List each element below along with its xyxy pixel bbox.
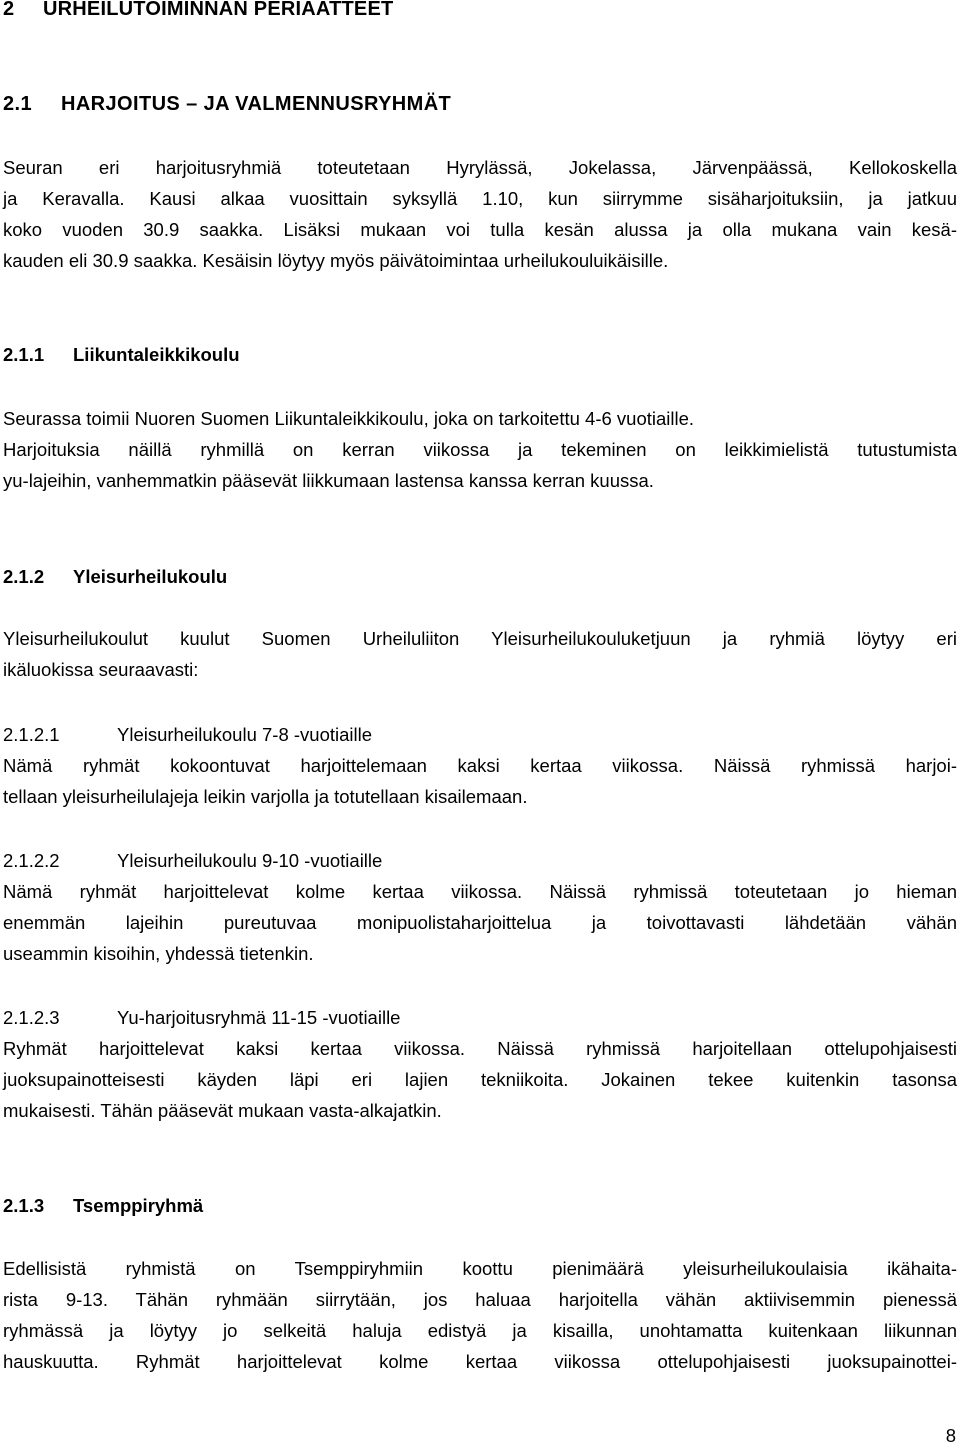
group-number: 2.1.2.1 bbox=[3, 724, 60, 745]
paragraph-line: Seuran eri harjoitusryhmiä toteutetaan Hyrylässä, Jokelassa, Järvenpäässä, Kellokoskella bbox=[3, 157, 957, 178]
paragraph-line: juoksupainotteisesti käyden läpi eri lajien tekniikoita. Jokainen tekee kuitenkin tasonsa bbox=[3, 1069, 957, 1090]
paragraph-line: Nämä ryhmät kokoontuvat harjoittelemaan kaksi kertaa viikossa. Näissä ryhmissä harjoi- bbox=[3, 755, 957, 776]
paragraph-line: koko vuoden 30.9 saakka. Lisäksi mukaan voi tulla kesän alussa ja olla mukana vain kesä- bbox=[3, 219, 957, 240]
group-number: 2.1.2.3 bbox=[3, 1007, 60, 1028]
group-title: Yleisurheilukoulu 7-8 -vuotiaille bbox=[117, 724, 373, 745]
group-title: Yu-harjoitusryhmä 11-15 -vuotiaille bbox=[117, 1007, 401, 1028]
section-title: URHEILUTOIMINNAN PERIAATTEET bbox=[43, 0, 394, 20]
paragraph-line: hauskuutta. Ryhmät harjoittelevat kolme kertaa viikossa ottelupohjaisesti juoksupainottei- bbox=[3, 1351, 957, 1372]
paragraph-line: rista 9-13. Tähän ryhmään siirrytään, jos haluaa harjoitella vähän aktiivisemmin pienessä bbox=[3, 1289, 957, 1310]
paragraph-line: ja Keravalla. Kausi alkaa vuosittain syksyllä 1.10, kun siirrymme sisäharjoituksiin, ja jatkuu bbox=[3, 188, 957, 209]
liikuntaleikkikoulu-heading bbox=[3, 343, 957, 367]
tsemppiryhma-title: Tsemppiryhmä bbox=[73, 1195, 204, 1216]
liikuntaleikkikoulu-number: 2.1.1 bbox=[3, 344, 45, 365]
liikuntaleikkikoulu-title: Liikuntaleikkikoulu bbox=[73, 344, 240, 365]
paragraph-line: Seurassa toimii Nuoren Suomen Liikuntaleikkikoulu, joka on tarkoitettu 4-6 vuotiaille. bbox=[3, 408, 695, 429]
liikuntaleikkikoulu-paragraph bbox=[3, 403, 957, 496]
group-heading bbox=[3, 1002, 957, 1033]
group-paragraph bbox=[3, 1033, 957, 1126]
group-title: Yleisurheilukoulu 9-10 -vuotiaille bbox=[117, 850, 383, 871]
paragraph-line: Edellisistä ryhmistä on Tsemppiryhmiin koottu pienimäärä yleisurheilukoulaisia ikähaita- bbox=[3, 1258, 957, 1279]
subsection-number: 2.1 bbox=[3, 93, 33, 115]
yleisurheilukoulu-heading bbox=[3, 565, 957, 589]
paragraph-line: ikäluokissa seuraavasti: bbox=[3, 659, 199, 680]
tsemppiryhma-heading bbox=[3, 1194, 957, 1218]
paragraph-line: tellaan yleisurheilulajeja leikin varjolla ja totutellaan kisailemaan. bbox=[3, 786, 528, 807]
subsection-paragraph bbox=[3, 152, 957, 276]
paragraph-line: enemmän lajeihin pureutuvaa monipuolistaharjoittelua ja toivottavasti lähdetään vähän bbox=[3, 912, 957, 933]
page-number: 8 bbox=[945, 1425, 956, 1446]
subsection-heading bbox=[3, 92, 957, 116]
paragraph-line: yu-lajeihin, vanhemmatkin pääsevät liikkumaan lastensa kanssa kerran kuussa. bbox=[3, 470, 654, 491]
group-number: 2.1.2.2 bbox=[3, 850, 60, 871]
paragraph-line: Harjoituksia näillä ryhmillä on kerran viikossa ja tekeminen on leikkimielistä tutustumista bbox=[3, 439, 957, 460]
yleisurheilukoulu-paragraph bbox=[3, 623, 957, 685]
group-heading bbox=[3, 845, 957, 876]
paragraph-line: kauden eli 30.9 saakka. Kesäisin löytyy myös päivätoimintaa urheilukouluikäisille. bbox=[3, 250, 669, 271]
yleisurheilukoulu-title: Yleisurheilukoulu bbox=[73, 566, 228, 587]
group-paragraph bbox=[3, 750, 957, 812]
paragraph-line: useammin kisoihin, yhdessä tietenkin. bbox=[3, 943, 314, 964]
tsemppiryhma-number: 2.1.3 bbox=[3, 1195, 45, 1216]
subsection-title: HARJOITUS – JA VALMENNUSRYHMÄT bbox=[61, 93, 452, 115]
group-paragraph bbox=[3, 876, 957, 969]
tsemppiryhma-paragraph bbox=[3, 1253, 957, 1377]
paragraph-line: Yleisurheilukoulut kuulut Suomen Urheiluliiton Yleisurheilukouluketjuun ja ryhmiä löytyy eri bbox=[3, 628, 957, 649]
group-heading bbox=[3, 719, 957, 750]
paragraph-line: Ryhmät harjoittelevat kaksi kertaa viikossa. Näissä ryhmissä harjoitellaan ottelupohjaisesti bbox=[3, 1038, 957, 1059]
section-heading bbox=[3, 0, 957, 21]
paragraph-line: mukaisesti. Tähän pääsevät mukaan vasta-alkajatkin. bbox=[3, 1100, 442, 1121]
paragraph-line: ryhmässä ja löytyy jo selkeitä haluja edistyä ja kisailla, unohtamatta kuitenkaan liikunnan bbox=[3, 1320, 957, 1341]
section-number: 2 bbox=[3, 0, 15, 20]
yleisurheilukoulu-number: 2.1.2 bbox=[3, 566, 45, 587]
paragraph-line: Nämä ryhmät harjoittelevat kolme kertaa viikossa. Näissä ryhmissä toteutetaan jo hieman bbox=[3, 881, 957, 902]
